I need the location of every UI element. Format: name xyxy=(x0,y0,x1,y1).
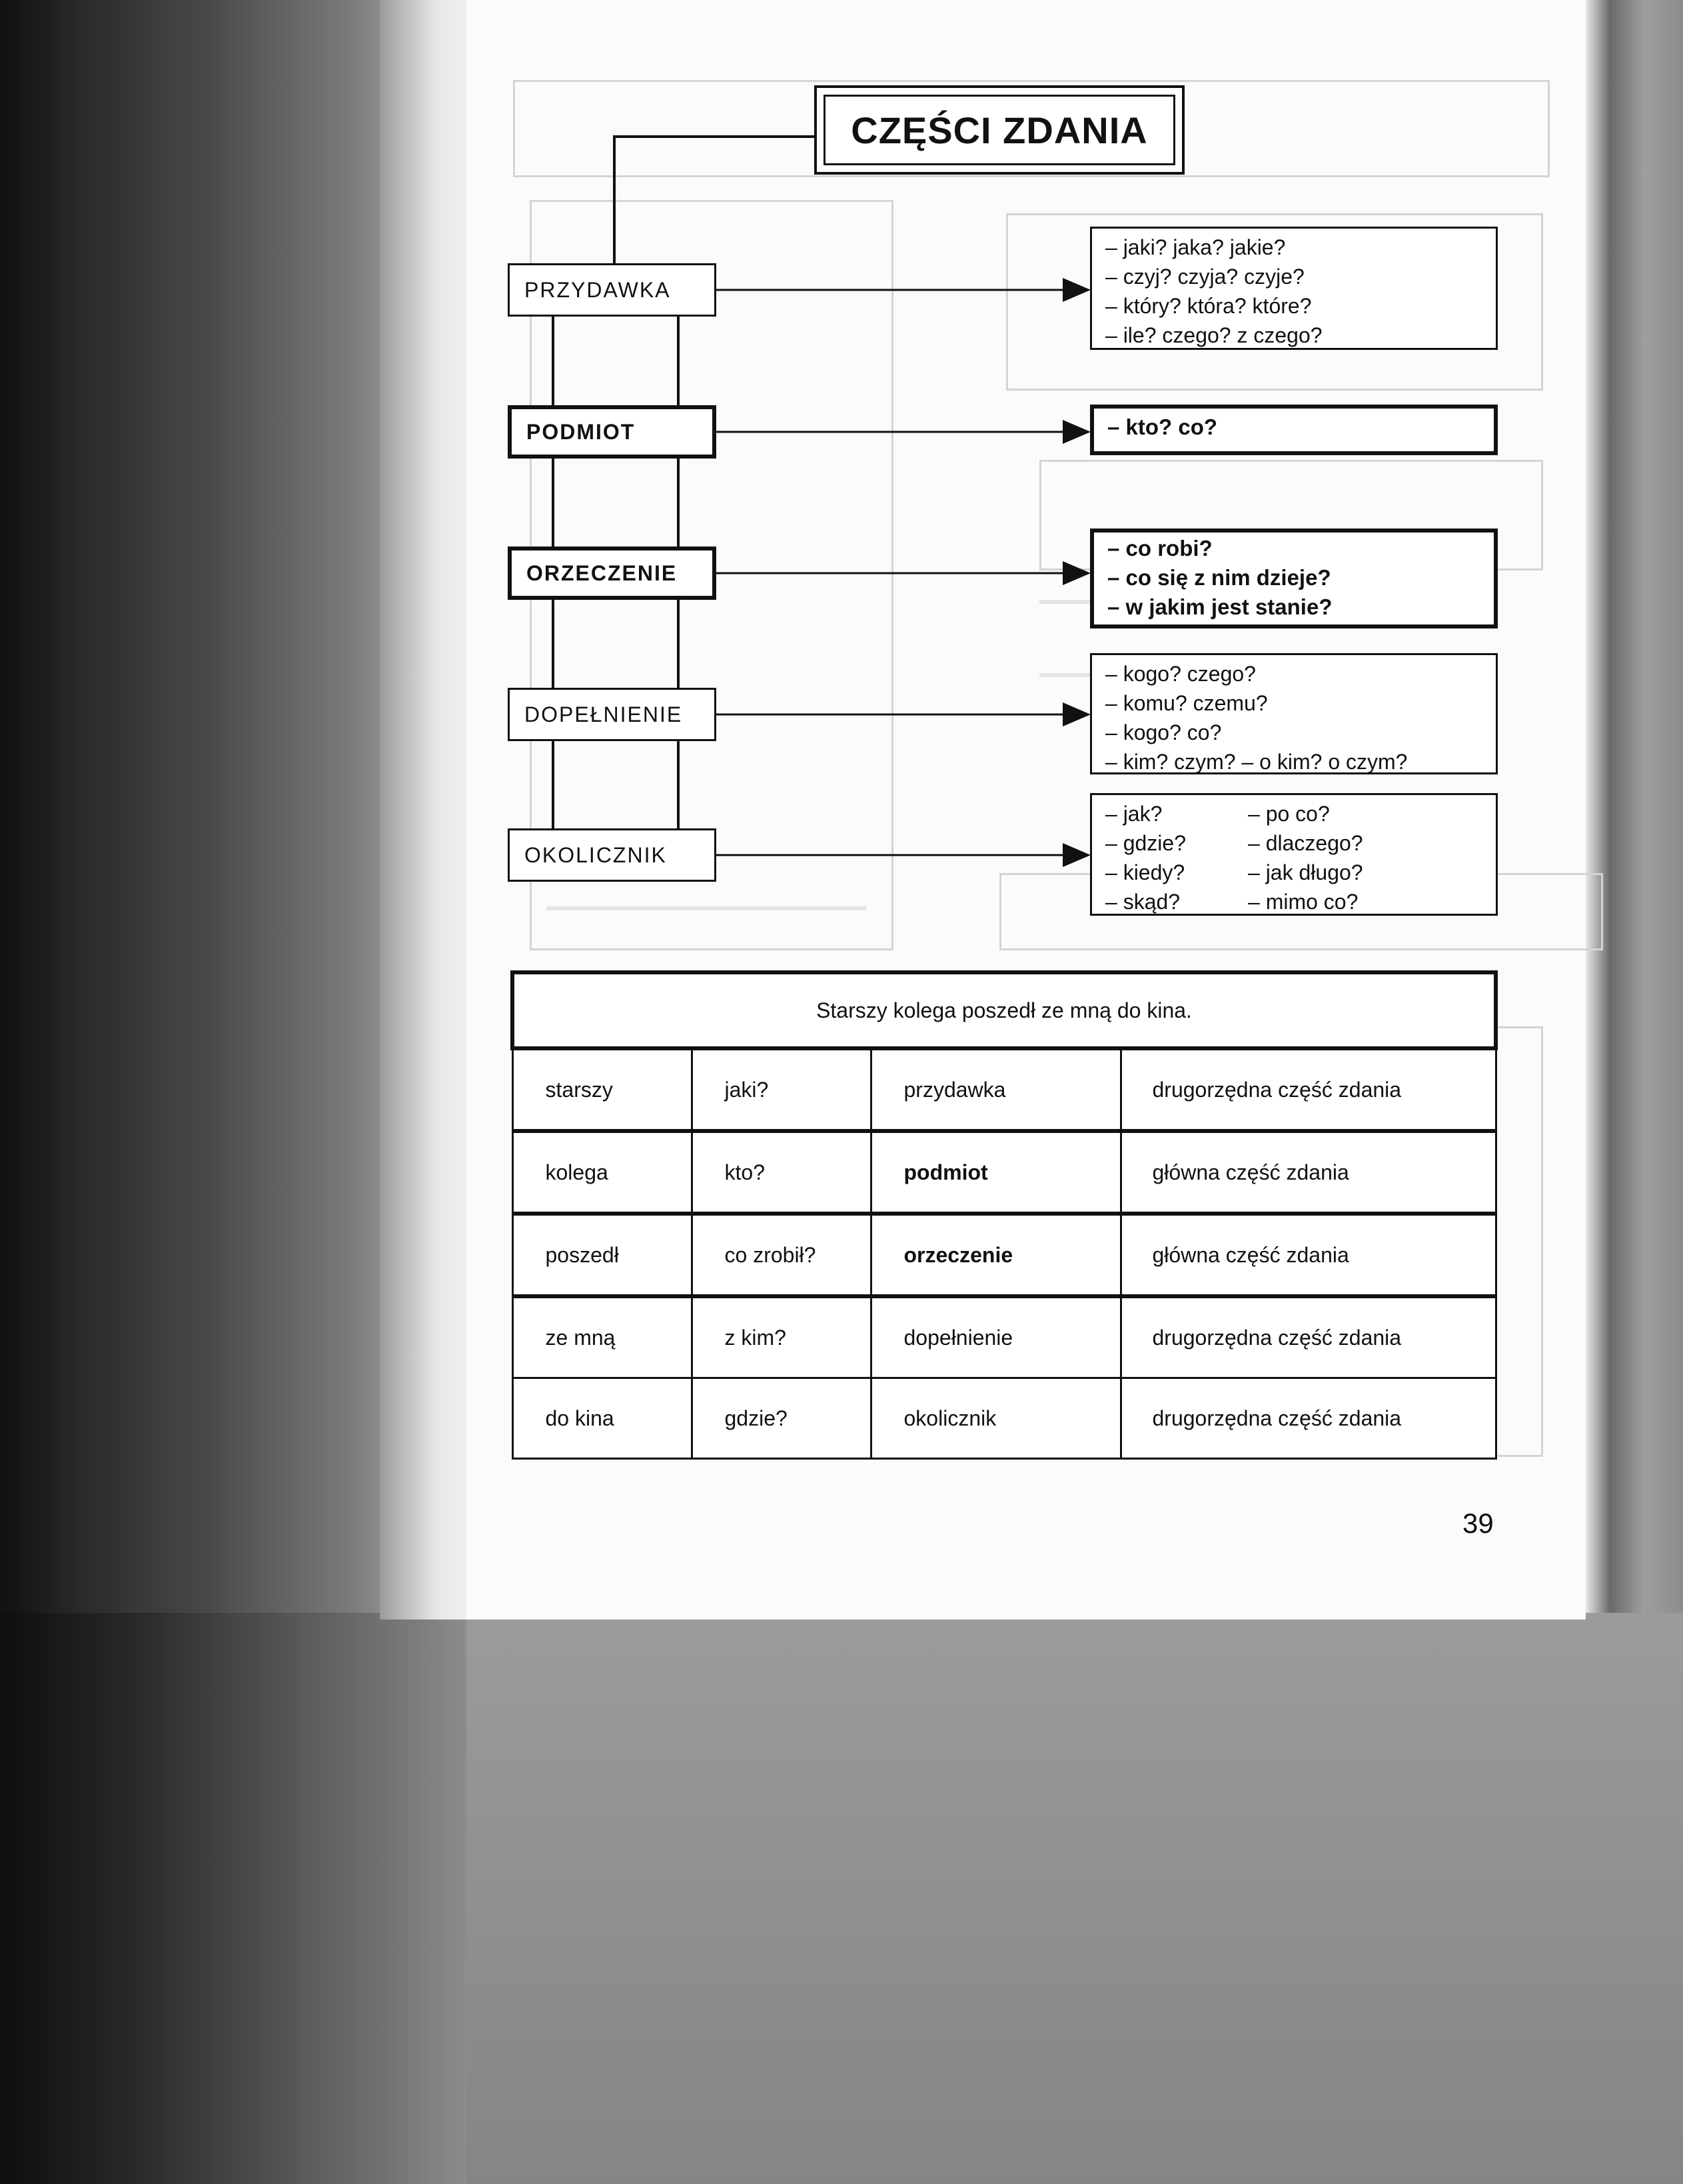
cell-part: okolicznik xyxy=(871,1378,1121,1459)
question-line: – jaki? jaka? jakie? xyxy=(1105,235,1286,259)
questions-orzeczenie xyxy=(1090,529,1498,628)
cell-role: drugorzędna część zdania xyxy=(1121,1296,1496,1378)
table-row xyxy=(512,1378,1496,1459)
cell-part: podmiot xyxy=(871,1131,1121,1214)
cell-question: kto? xyxy=(692,1131,871,1214)
cell-role: drugorzędna część zdania xyxy=(1121,1378,1496,1459)
cell-question: jaki? xyxy=(692,1048,871,1131)
part-box-dopelnienie xyxy=(508,688,716,741)
cell-word: poszedł xyxy=(512,1214,692,1296)
cell-part: orzeczenie xyxy=(871,1214,1121,1296)
part-label: ORZECZENIE xyxy=(526,560,678,585)
cell-role: główna część zdania xyxy=(1121,1214,1496,1296)
table-header-row xyxy=(512,972,1496,1048)
table-row xyxy=(512,1048,1496,1131)
cell-role: drugorzędna część zdania xyxy=(1121,1048,1496,1131)
cell-role: główna część zdania xyxy=(1121,1131,1496,1214)
question-row xyxy=(1105,828,1482,858)
question-line: – kogo? czego? xyxy=(1105,662,1256,686)
question-line: – co się z nim dzieje? xyxy=(1107,565,1331,590)
cell-question: co zrobił? xyxy=(692,1214,871,1296)
part-label: DOPEŁNIENIE xyxy=(524,702,683,726)
page-number: 39 xyxy=(1462,1508,1494,1539)
table-row xyxy=(512,1214,1496,1296)
title-text: CZĘŚCI ZDANIA xyxy=(851,109,1148,151)
cell-word: ze mną xyxy=(512,1296,692,1378)
question-row xyxy=(1105,858,1482,887)
question-line: – czyj? czyja? czyje? xyxy=(1105,265,1305,289)
table-row xyxy=(512,1131,1496,1214)
question-line: – mimo co? xyxy=(1248,890,1359,914)
question-line: – w jakim jest stanie? xyxy=(1107,594,1333,619)
part-box-orzeczenie xyxy=(508,546,716,600)
cell-word: starszy xyxy=(512,1048,692,1131)
part-box-przydawka xyxy=(508,263,716,317)
questions-okolicznik xyxy=(1090,793,1498,916)
question-line: – kiedy? xyxy=(1105,860,1185,884)
diagram-title xyxy=(814,85,1185,175)
question-line: – który? która? które? xyxy=(1105,294,1312,318)
example-analysis-table xyxy=(510,970,1498,1460)
part-label: PODMIOT xyxy=(526,419,636,444)
question-line: – kogo? co? xyxy=(1105,720,1222,744)
question-line: – kto? co? xyxy=(1107,415,1218,439)
question-line: – dlaczego? xyxy=(1248,831,1363,855)
example-sentence: Starszy kolega poszedł ze mną do kina. xyxy=(512,972,1496,1048)
cell-question: z kim? xyxy=(692,1296,871,1378)
questions-podmiot xyxy=(1090,405,1498,455)
question-row xyxy=(1105,887,1482,916)
question-row xyxy=(1105,799,1482,828)
part-box-podmiot xyxy=(508,405,716,459)
cell-part: przydawka xyxy=(871,1048,1121,1131)
question-line: – gdzie? xyxy=(1105,831,1186,855)
question-line: – komu? czemu? xyxy=(1105,691,1268,715)
cell-part: dopełnienie xyxy=(871,1296,1121,1378)
question-line: – kim? czym? – o kim? o czym? xyxy=(1105,750,1408,774)
cell-question: gdzie? xyxy=(692,1378,871,1459)
part-label: OKOLICZNIK xyxy=(524,842,667,867)
question-line: – co robi? xyxy=(1107,536,1213,560)
question-line: – jak długo? xyxy=(1248,860,1363,884)
question-line: – skąd? xyxy=(1105,890,1181,914)
questions-dopelnienie xyxy=(1090,653,1498,774)
cell-word: do kina xyxy=(512,1378,692,1459)
cell-word: kolega xyxy=(512,1131,692,1214)
part-box-okolicznik xyxy=(508,828,716,882)
table-row xyxy=(512,1296,1496,1378)
question-line: – po co? xyxy=(1248,802,1330,826)
part-label: PRZYDAWKA xyxy=(524,277,671,302)
questions-przydawka xyxy=(1090,227,1498,350)
question-line: – ile? czego? z czego? xyxy=(1105,323,1323,347)
question-line: – jak? xyxy=(1105,802,1163,826)
